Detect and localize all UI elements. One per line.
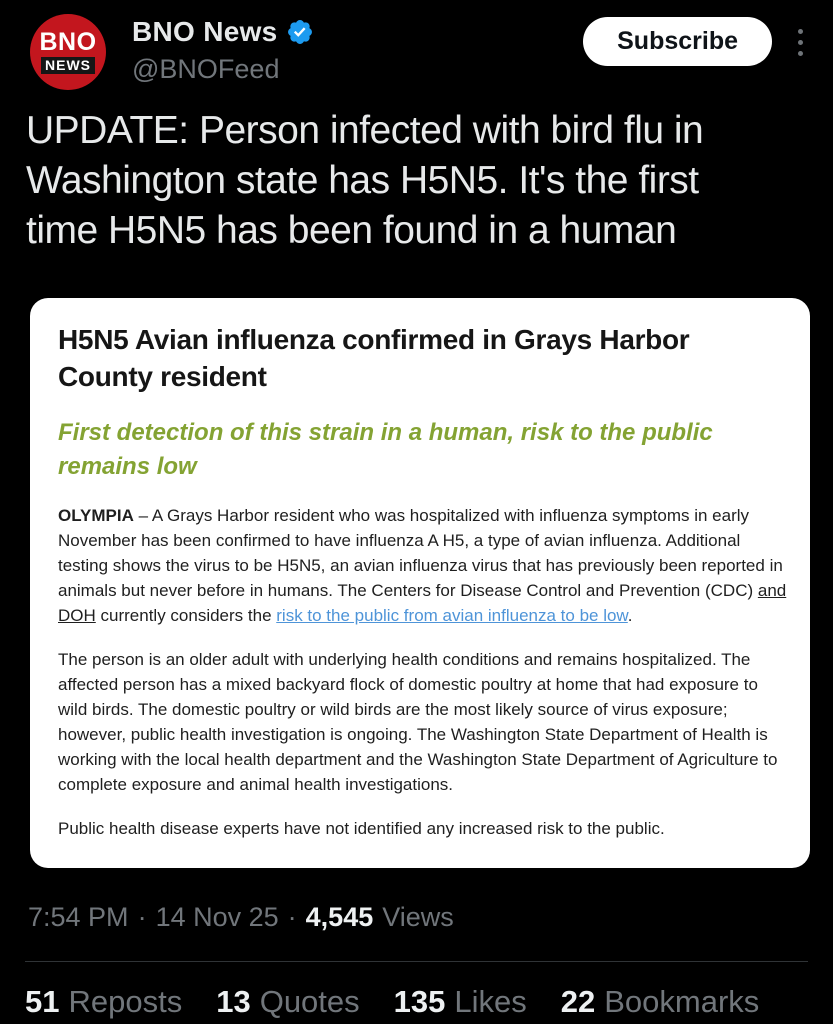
avatar[interactable] xyxy=(30,14,106,90)
more-options-button[interactable] xyxy=(796,27,805,58)
risk-assessment-link: risk to the public from avian influenza to be low xyxy=(276,606,628,625)
press-release-paragraph-2: The person is an older adult with underlying health conditions and remains hospitalized. The affected person has a mixed backyard flock of domestic poultry at home that had exposure to wild birds. The domestic poultry or wild birds are the most likely source of virus exposure; however, public health investigation is ongoing. The Washington State Department of Health is working with the local health department and the Washington State Department of Agriculture to complete exposure and animal health investigations. xyxy=(58,650,778,794)
ellipsis-vertical-icon xyxy=(798,29,803,56)
press-release-paragraph-1: OLYMPIA – A Grays Harbor resident who was hospitalized with influenza symptoms in early November has been confirmed to have influenza A H5, a type of avian influenza. Additional testing shows the virus to be H5N5, an avian influenza virus that has previously been reported in animals but never before in humans. The Centers for Disease Control and Prevention (CDC) and DOH currently considers the risk to the public from avian influenza to be low. xyxy=(58,506,787,625)
views-label: Views xyxy=(382,902,454,932)
bookmarks-stat[interactable]: 22 Bookmarks xyxy=(560,984,760,1019)
engagement-stats xyxy=(0,984,833,1020)
underlined-text: and DOH xyxy=(58,581,787,625)
user-handle[interactable]: @BNOFeed xyxy=(132,54,280,84)
tweet-meta xyxy=(0,902,833,933)
views-count: 4,545 xyxy=(305,902,374,932)
separator-dot: · xyxy=(137,902,147,932)
dateline: OLYMPIA xyxy=(58,506,134,525)
press-release-subtitle: First detection of this strain in a human, risk to the public remains low xyxy=(58,419,713,480)
quotes-stat[interactable]: 13 Quotes xyxy=(216,984,360,1019)
reposts-stat[interactable]: 51 Reposts xyxy=(25,984,183,1019)
tweet-text xyxy=(0,106,833,256)
press-release-paragraph-3: Public health disease experts have not identified any increased risk to the public. xyxy=(58,819,665,838)
display-name[interactable]: BNO News xyxy=(132,16,278,47)
timestamp: 7:54 PM xyxy=(28,902,129,932)
user-info xyxy=(132,14,314,85)
separator-dot: · xyxy=(287,902,297,932)
avatar-logo-text: BNO xyxy=(39,28,97,56)
tweet-text-line: UPDATE: Person infected with bird flu in xyxy=(26,109,704,152)
divider xyxy=(25,961,808,962)
tweet-text-line: Washington state has H5N5. It's the first xyxy=(26,159,699,202)
attached-press-release-image[interactable] xyxy=(30,298,810,868)
avatar-logo-subtext: NEWS xyxy=(41,57,95,74)
date: 14 Nov 25 xyxy=(155,902,279,932)
tweet-header xyxy=(0,0,833,90)
subscribe-button[interactable]: Subscribe xyxy=(583,17,772,66)
likes-stat[interactable]: 135 Likes xyxy=(393,984,527,1019)
verified-badge-icon xyxy=(286,18,314,46)
tweet-text-line: time H5N5 has been found in a human xyxy=(26,209,677,252)
press-release-title: H5N5 Avian influenza confirmed in Grays Harbor County resident xyxy=(58,324,690,392)
